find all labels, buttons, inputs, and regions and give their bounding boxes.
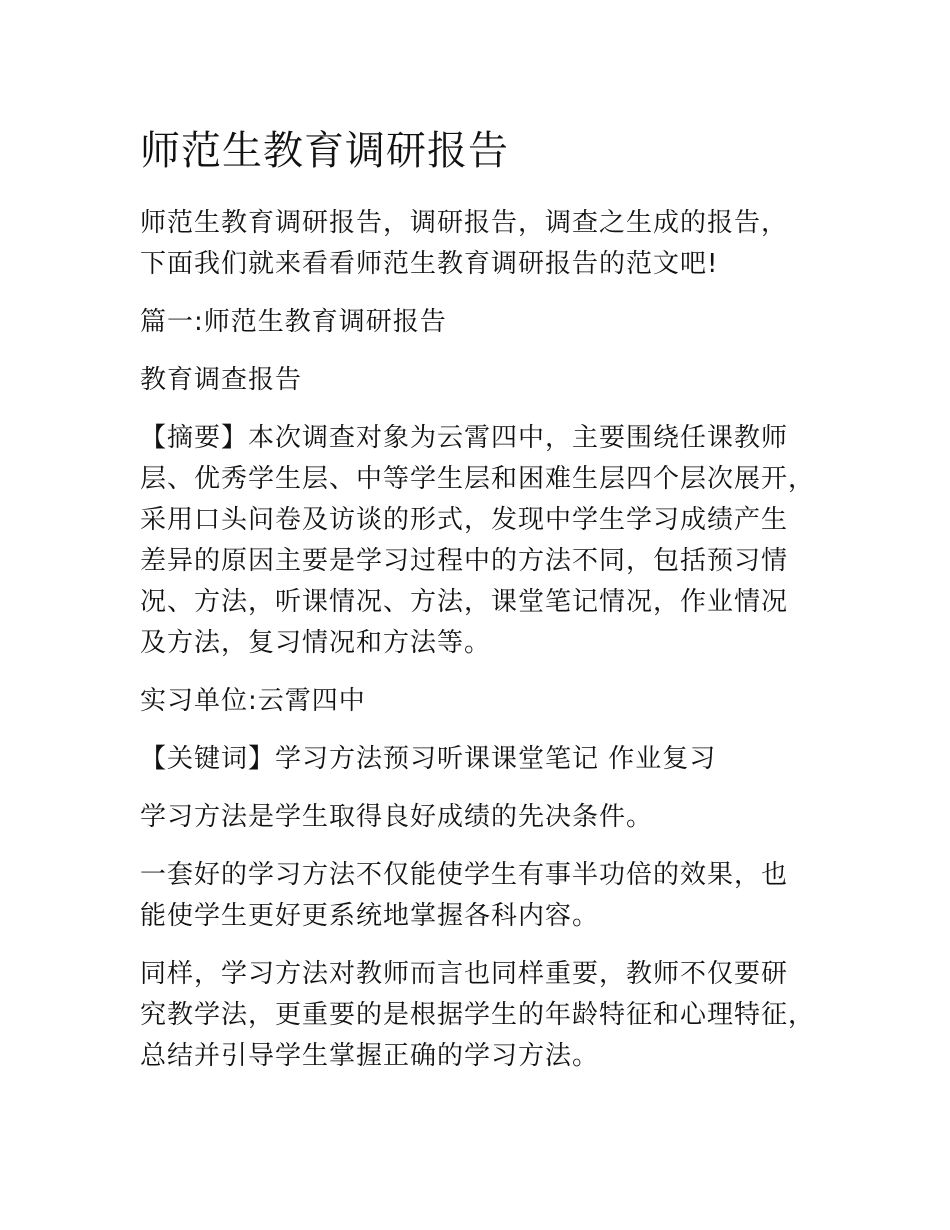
internship-unit-paragraph bbox=[140, 681, 830, 722]
paragraph-line: 总结并引导学生掌握正确的学习方法。 bbox=[140, 1041, 600, 1071]
paragraph-line: 况、方法，听课情况、方法，课堂笔记情况，作业情况 bbox=[140, 587, 789, 617]
document-title: 师范生教育调研报告 bbox=[140, 128, 509, 174]
paragraph-line: 学习方法是学生取得良好成绩的先决条件。 bbox=[140, 802, 654, 832]
paragraph-line: 及方法，复习情况和方法等。 bbox=[140, 628, 492, 658]
subsection-heading bbox=[140, 360, 830, 401]
paragraph-line: 同样，学习方法对教师而言也同样重要，教师不仅要研 bbox=[140, 959, 789, 989]
body-paragraph bbox=[140, 855, 830, 937]
body-paragraph bbox=[140, 954, 830, 1077]
keywords-paragraph bbox=[140, 739, 830, 780]
document-content bbox=[140, 122, 830, 1077]
paragraph-line: 下面我们就来看看师范生教育调研报告的范文吧! bbox=[140, 249, 719, 279]
paragraph-line: 实习单位:云霄四中 bbox=[140, 686, 366, 716]
abstract-paragraph bbox=[140, 418, 830, 664]
paragraph-line: 究教学法，更重要的是根据学生的年龄特征和心理特征， bbox=[140, 1000, 816, 1030]
paragraph-line: 层、优秀学生层、中等学生层和困难生层四个层次展开， bbox=[140, 464, 816, 494]
paragraph-line: 采用口头问卷及访谈的形式，发现中学生学习成绩产生 bbox=[140, 505, 789, 535]
paragraph-line: 【摘要】本次调查对象为云霄四中，主要围绕任课教师 bbox=[140, 423, 789, 453]
paragraph-line: 能使学生更好更系统地掌握各科内容。 bbox=[140, 901, 600, 931]
paragraph-line: 【关键词】学习方法预习听课课堂笔记 作业复习 bbox=[140, 744, 717, 774]
body-paragraph bbox=[140, 797, 830, 838]
intro-paragraph bbox=[140, 203, 830, 285]
paragraph-line: 教育调查报告 bbox=[140, 365, 303, 395]
paragraph-line: 差异的原因主要是学习过程中的方法不同，包括预习情 bbox=[140, 546, 789, 576]
section-heading bbox=[140, 302, 830, 343]
paragraph-line: 师范生教育调研报告，调研报告，调查之生成的报告， bbox=[140, 208, 789, 238]
paragraph-line: 一套好的学习方法不仅能使学生有事半功倍的效果，也 bbox=[140, 860, 789, 890]
paragraph-line: 篇一:师范生教育调研报告 bbox=[140, 307, 447, 337]
